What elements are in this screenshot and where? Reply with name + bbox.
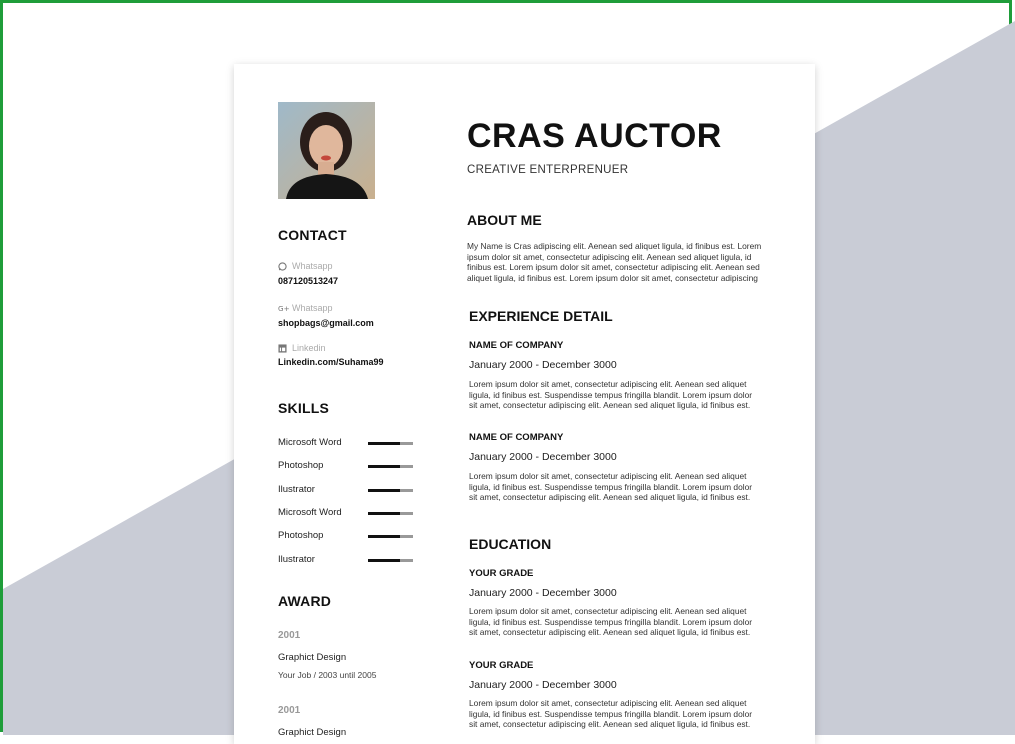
description-line: sit amet, consectetur adipiscing elit. Aenean sed aliquet ligula, id finibus est.: [469, 492, 751, 503]
about-line: My Name is Cras adipiscing elit. Aenean sed aliquet ligula, id finibus est. Lorem: [467, 241, 762, 251]
skill-bar: [368, 489, 413, 492]
description-line: ligula, id finibus est. Suspendisse tempus fringilla blandit. Lorem ipsum dolor: [469, 389, 753, 400]
skill-bar-fill: [368, 512, 400, 515]
resume-sheet: [234, 64, 815, 744]
about-line: finibus est. Lorem ipsum dolor sit amet, consectetur adipiscing elit. Aenean sed: [467, 262, 760, 273]
experience-dates: January 2000 - December 3000: [469, 359, 617, 371]
experience-title: NAME OF COMPANY: [469, 432, 564, 443]
award-year: 2001: [278, 705, 301, 716]
description-line: sit amet, consectetur adipiscing elit. Aenean sed aliquet ligula, id finibus est.: [469, 627, 751, 638]
skill-bar: [368, 465, 413, 468]
about-line: ipsum dolor sit amet, consectetur adipiscing elit. Aenean sed aliquet ligula, id: [467, 251, 752, 262]
education-dates: January 2000 - December 3000: [469, 679, 617, 691]
skill-bar: [368, 559, 413, 562]
portrait-image: [278, 102, 375, 199]
skill-row: [278, 554, 418, 566]
award-subtitle: Your Job / 2003 until 2005: [278, 670, 377, 680]
experience-heading: EXPERIENCE DETAIL: [469, 308, 613, 324]
description-line: sit amet, consectetur adipiscing elit. Aenean sed aliquet ligula, id finibus est.: [469, 400, 751, 411]
description-line: ligula, id finibus est. Suspendisse tempus fringilla blandit. Lorem ipsum dolor: [469, 616, 753, 627]
skill-bar: [368, 512, 413, 515]
contact-label-text: Linkedin: [292, 343, 326, 353]
description-line: sit amet, consectetur adipiscing elit. Aenean sed aliquet ligula, id finibus est.: [469, 719, 751, 730]
experience-dates: January 2000 - December 3000: [469, 451, 617, 463]
contact-label-1: [278, 261, 333, 271]
award-heading: AWARD: [278, 593, 332, 609]
description-line: Lorem ipsum dolor sit amet, consectetur adipiscing elit. Aenean sed aliquet: [469, 379, 747, 389]
whatsapp-icon: [278, 262, 287, 271]
resume-name: CRAS AUCTOR: [467, 117, 722, 155]
about-paragraph: [467, 241, 767, 284]
contact-label-3: [278, 343, 326, 353]
skill-bar: [368, 442, 413, 445]
skills-heading: SKILLS: [278, 400, 329, 416]
about-line: aliquet ligula, id finibus est. Lorem ipsum dolor sit amet, consectetur adipiscing: [467, 273, 758, 284]
skill-row: [278, 530, 418, 542]
skill-name: Ilustrator: [278, 484, 315, 495]
skill-name: Photoshop: [278, 460, 324, 471]
experience-title: NAME OF COMPANY: [469, 340, 564, 351]
description-line: Lorem ipsum dolor sit amet, consectetur adipiscing elit. Aenean sed aliquet: [469, 606, 747, 616]
education-title: YOUR GRADE: [469, 660, 534, 671]
skill-name: Ilustrator: [278, 554, 315, 565]
contact-email: shopbags@gmail.com: [278, 318, 374, 328]
description-line: Lorem ipsum dolor sit amet, consectetur adipiscing elit. Aenean sed aliquet: [469, 471, 747, 481]
contact-label-2: [278, 303, 333, 313]
experience-description: [469, 379, 769, 411]
skill-name: Microsoft Word: [278, 507, 342, 518]
skill-bar-fill: [368, 489, 400, 492]
skill-bar-fill: [368, 442, 400, 445]
education-description: [469, 606, 769, 638]
skill-name: Microsoft Word: [278, 437, 342, 448]
award-title: Graphict Design: [278, 652, 347, 663]
profile-photo: [278, 102, 375, 199]
award-title: Graphict Design: [278, 727, 347, 738]
contact-linkedin: Linkedin.com/Suhama99: [278, 357, 384, 367]
description-line: ligula, id finibus est. Suspendisse tempus fringilla blandit. Lorem ipsum dolor: [469, 481, 753, 492]
skill-bar-fill: [368, 535, 400, 538]
contact-heading: CONTACT: [278, 227, 347, 243]
resume-subtitle: CREATIVE ENTERPRENUER: [467, 164, 629, 176]
skill-bar-fill: [368, 559, 400, 562]
contact-label-text: Whatsapp: [292, 261, 333, 271]
about-heading: ABOUT ME: [467, 212, 542, 228]
experience-description: [469, 471, 769, 503]
skill-row: [278, 437, 418, 449]
description-line: ligula, id finibus est. Suspendisse tempus fringilla blandit. Lorem ipsum dolor: [469, 708, 753, 719]
education-heading: EDUCATION: [469, 536, 552, 552]
skill-bar: [368, 535, 413, 538]
linkedin-icon: [278, 344, 287, 353]
contact-label-text: Whatsapp: [292, 303, 333, 313]
contact-phone: 087120513247: [278, 276, 339, 286]
svg-text:G+: G+: [278, 303, 290, 313]
education-description: [469, 698, 769, 730]
skill-row: [278, 460, 418, 472]
skill-bar-fill: [368, 465, 400, 468]
skill-name: Photoshop: [278, 530, 324, 541]
award-year: 2001: [278, 630, 301, 641]
skill-row: [278, 484, 418, 496]
skill-row: [278, 507, 418, 519]
education-title: YOUR GRADE: [469, 568, 534, 579]
description-line: Lorem ipsum dolor sit amet, consectetur adipiscing elit. Aenean sed aliquet: [469, 698, 747, 708]
google-plus-icon: [278, 303, 290, 313]
education-dates: January 2000 - December 3000: [469, 587, 617, 599]
